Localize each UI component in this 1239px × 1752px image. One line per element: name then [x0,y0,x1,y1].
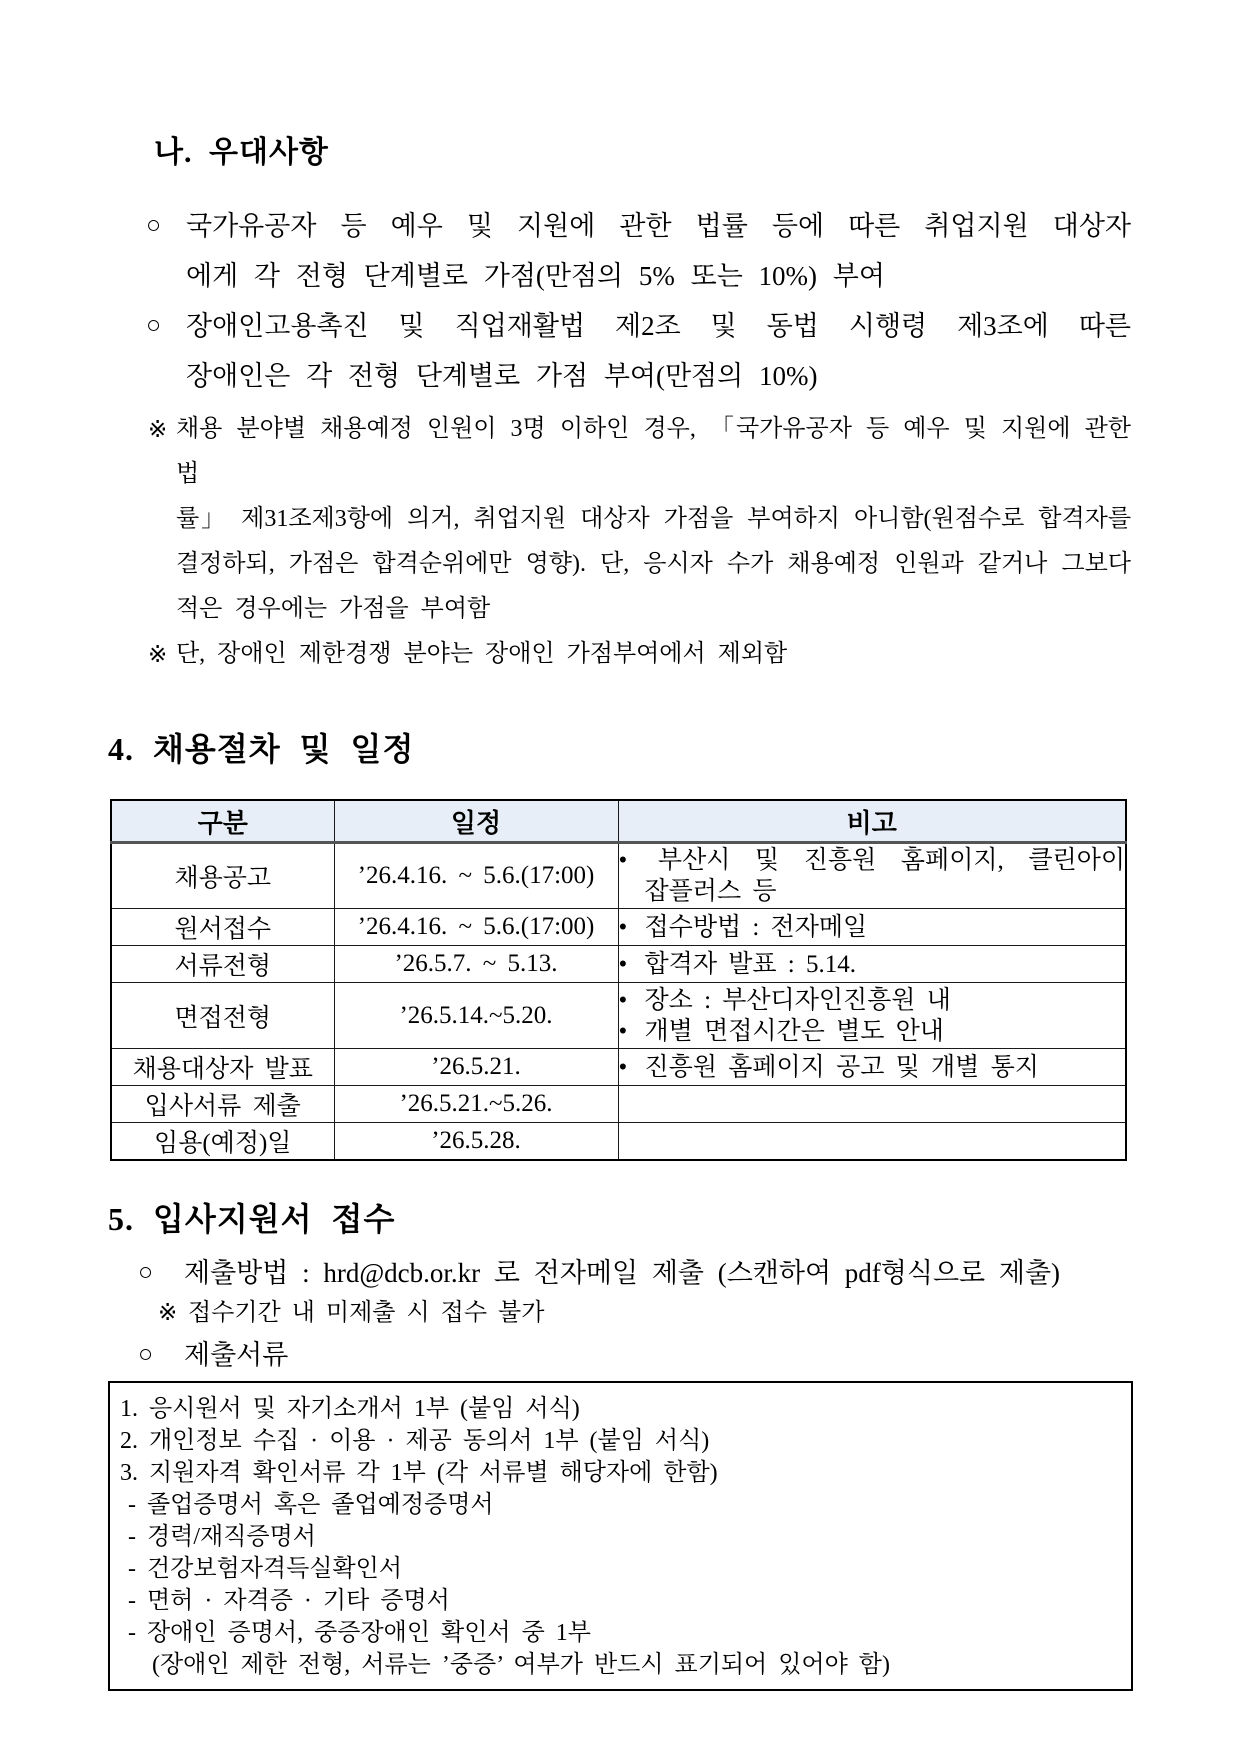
remark-line [619,1016,1126,1047]
preference-bullet-1-text [186,201,1131,301]
dot-bullet-icon: • [618,1053,628,1081]
text-line: 장애인은 각 전형 단계별로 가점 부여(만점의 10%) [186,361,818,391]
step-remarks [618,1086,1126,1123]
dot-bullet-icon: • [618,913,628,941]
doc-item: - 건강보험자격득실확인서 [128,1556,403,1582]
table-row-final-announcement [111,1049,1126,1086]
dot-bullet-icon: • [618,950,628,978]
text-line: 국가유공자 등 예우 및 지원에 관한 법률 등에 따른 취업지원 대상자 [186,211,1131,241]
dot-bullet-icon: • [618,847,628,874]
step-date: ’26.5.28. [334,1123,618,1161]
step-label: 서류전형 [111,946,334,983]
dot-bullet-icon: • [618,1017,628,1045]
required-documents-box [108,1381,1133,1691]
text-line: 률」 제31조제3항에 의거, 취업지원 대상자 가점을 부여하지 아니함(원점수로 합격자를 [176,506,1131,532]
header-cell-remarks: 비고 [618,800,1126,843]
step-remarks [618,909,1126,946]
table-row-application [111,909,1126,946]
step-date: ’26.5.21.~5.26. [334,1086,618,1123]
circle-bullet-icon: ○ [146,312,162,339]
step-date: ’26.5.21. [334,1049,618,1086]
section-4-heading: 4. 채용절차 및 일정 [108,731,415,767]
remark-line [619,949,1126,980]
step-remarks [618,983,1126,1049]
step-label: 채용대상자 발표 [111,1049,334,1086]
remark-line [619,985,1126,1016]
submission-method-row [138,1255,1131,1291]
preference-bullet-2-text [186,301,1131,401]
preference-bullets [146,201,1131,401]
doc-item: (장애인 제한 전형, 서류는 ’중증’ 여부가 반드시 표기되어 있어야 함) [152,1652,890,1678]
text-line: 적은 경우에는 가점을 부여함 [176,596,491,622]
text-line: 장애인고용촉진 및 직업재활법 제2조 및 동법 시행령 제3조에 따른 [186,311,1131,341]
submission-note-row [158,1299,1131,1327]
note-2-text [176,632,1131,677]
reference-mark-icon: ※ [158,1300,178,1325]
table-row-appointment [111,1123,1126,1161]
header-cell-schedule: 일정 [334,800,618,843]
doc-item: 1. 응시원서 및 자기소개서 1부 (붙임 서식) [120,1396,580,1422]
document-content [108,0,1131,1691]
schedule-table [110,799,1127,1161]
table-header-row [111,800,1126,843]
remark-line: 잡플러스 등 [644,878,777,905]
text-line: 채용 분야별 채용예정 인원이 3명 이하인 경우, 「국가유공자 등 예우 및 지원에 관한 법 [176,416,1131,487]
remark-line [619,1052,1126,1083]
note-item-2 [148,632,1131,677]
step-remarks [618,1049,1126,1086]
reference-mark-icon: ※ [148,642,168,667]
remark-text: 접수방법 : 전자메일 [644,913,868,941]
remark-text: 장소 : 부산디자인진흥원 내 [644,986,951,1014]
table-row-interview [111,983,1126,1049]
preference-bullet-1 [146,201,1131,301]
circle-bullet-icon: ○ [146,212,162,239]
doc-item: - 졸업증명서 혹은 졸업예정증명서 [128,1492,494,1518]
step-label: 채용공고 [111,843,334,909]
note-item-1 [148,407,1131,632]
doc-item: 2. 개인정보 수집 · 이용 · 제공 동의서 1부 (붙임 서식) [120,1428,710,1454]
step-date: ’26.5.14.~5.20. [334,983,618,1049]
step-label: 입사서류 제출 [111,1086,334,1123]
remark-line [619,845,1126,876]
remark-line [619,912,1126,943]
doc-item: - 경력/재직증명서 [128,1524,316,1550]
submission-docs-label: 제출서류 [184,1340,289,1370]
remark-text: 개별 면접시간은 별도 안내 [644,1017,944,1045]
table-row-document-screening [111,946,1126,983]
step-label: 임용(예정)일 [111,1123,334,1161]
text-line: 에게 각 전형 단계별로 가점(만점의 5% 또는 10%) 부여 [186,261,885,291]
text-line: 결정하되, 가점은 합격순위에만 영향). 단, 응시자 수가 채용예정 인원과 같거나 그보다 [176,551,1131,577]
dot-bullet-icon: • [618,986,628,1014]
remark-text: 합격자 발표 : 5.14. [644,950,856,978]
table-row-documents-submission [111,1086,1126,1123]
circle-bullet-icon: ○ [138,1259,154,1286]
doc-item: 3. 지원자격 확인서류 각 1부 (각 서류별 해당자에 한함) [120,1460,718,1486]
section-b-heading: 나. 우대사항 [154,136,329,169]
note-1-text [176,407,1131,632]
preference-bullet-2 [146,301,1131,401]
submission-note-text: 접수기간 내 미제출 시 접수 불가 [188,1300,545,1326]
step-date: ’26.4.16. ~ 5.6.(17:00) [334,843,618,909]
submission-method-text: 제출방법 : hrd@dcb.or.kr 로 전자메일 제출 (스캔하여 pdf형식으로 제출) [184,1258,1061,1288]
step-date: ’26.5.7. ~ 5.13. [334,946,618,983]
preference-notes [148,407,1131,677]
remark-text: 부산시 및 진흥원 홈페이지, 클린아이 [657,847,1125,874]
text-line: 단, 장애인 제한경쟁 분야는 장애인 가점부여에서 제외함 [176,641,788,667]
doc-item: - 면허 · 자격증 · 기타 증명서 [128,1588,450,1614]
step-label: 면접전형 [111,983,334,1049]
doc-item: - 장애인 증명서, 중증장애인 확인서 중 1부 [128,1620,591,1646]
step-remarks [618,843,1126,909]
step-remarks [618,946,1126,983]
step-label: 원서접수 [111,909,334,946]
remark-text: 진흥원 홈페이지 공고 및 개별 통지 [644,1053,1039,1081]
submission-docs-row [138,1337,1131,1373]
reference-mark-icon: ※ [148,417,168,442]
step-remarks [618,1123,1126,1161]
table-row-announcement [111,843,1126,909]
header-cell-category: 구분 [111,800,334,843]
section-5-heading: 5. 입사지원서 접수 [108,1201,396,1237]
step-date: ’26.4.16. ~ 5.6.(17:00) [334,909,618,946]
circle-bullet-icon: ○ [138,1341,154,1368]
